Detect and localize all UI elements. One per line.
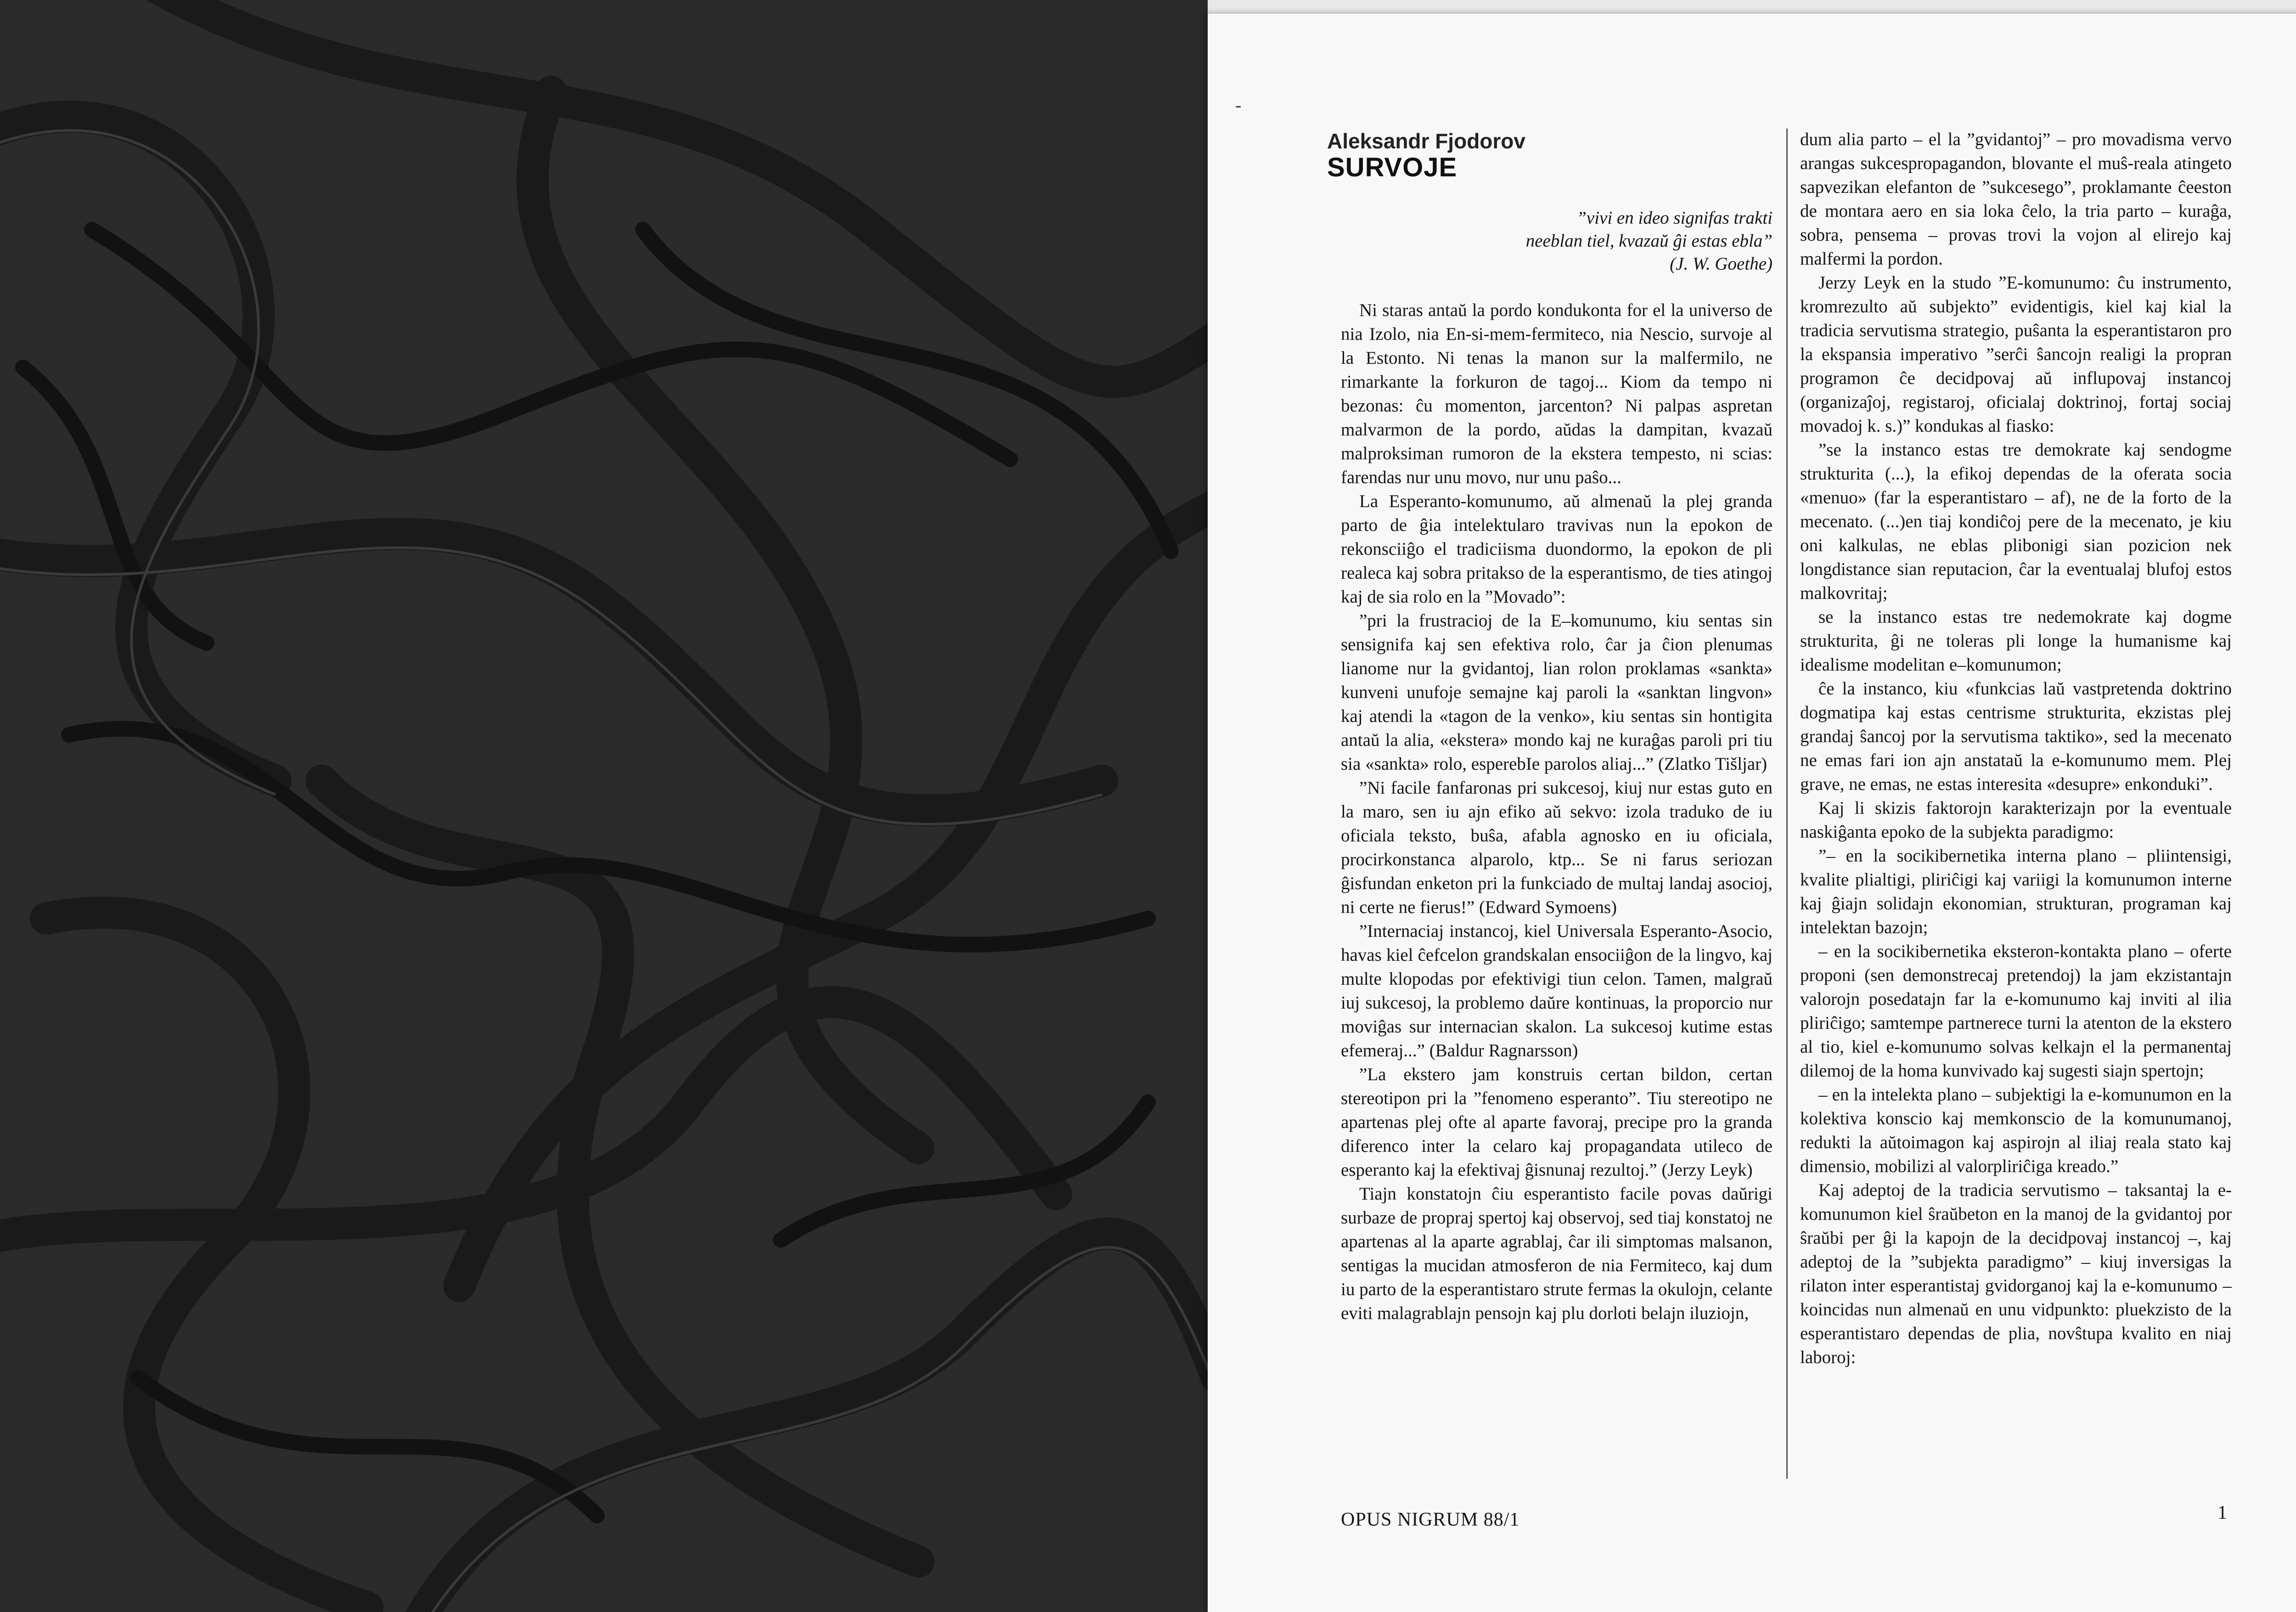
paragraph: Tiajn konstatojn ĉiu esperantisto facile povas daŭrigi surbaze de propraj spertoj kaj observoj, sed tiaj konstatoj ne apartenas al la aparte agrablaj, ĉar ili simptomas malsanon, sentigas la mucidan atmosferon de nia Fermiteco, kaj dum iu parto de la esperantistaro strute fermas la okulojn, celante eviti malagrablajn pensojn kaj plu dorloti belajn iluziojn, bbox=[1341, 1184, 1773, 1323]
quote-paragraph: ”Ni facile fanfaronas pri sukcesoj, kiuj nur estas guto en la maro, sen iu ajn efiko aŭ sekvo: izola traduko de iu oficiala teksto, buŝa, afabla agnosko en iu oficiala, procirkonstanca alparolo, ktp... Se ni farus seriozan ĝisfundan enketon pri la funkciado de multaj landaj asocioj, ni certe ne fierus!” (Edward Symoens) bbox=[1341, 778, 1773, 917]
paragraph: Jerzy Leyk en la studo ”E-komunumo: ĉu instrumento, kromrezulto aŭ subjekto” evidentigis, kiel kaj kial la tradicia servutisma strategio, puŝanta la esperantistaron pro la ekspansia imperativo ”serĉi ŝancojn realigi la propran programon ĉe decidpovaj aŭ influpovaj instancoj (organizaĵoj, registaroj, oficialaj doktrinoj, fortaj sociaj movadoj k. s.)” kondukas al fiasko: bbox=[1800, 273, 2232, 436]
swirl-path bbox=[138, 0, 1208, 382]
epigraph bbox=[1341, 207, 1773, 276]
quote-paragraph: – en la intelekta plano – subjektigi la e-komunumon en la kolektiva konscio kaj memkonscio de la komunumanoj, redukti la aŭtoimagon kaj aspirojn al iliaj reala stato kaj dimensio, mobilizi al valorpliriĉiga kreado.” bbox=[1800, 1085, 2232, 1176]
quote-paragraph: ”La ekstero jam konstruis certan bildon, certan stereotipon pri la ”fenomeno esperanto”. Tiu stereotipo ne apartenas plej ofte al aparte favoraj, precipe pro la granda diferenco inter la celaro kaj propagandata utileco de esperanto kaj la efektivaj ĝisnunaj rezultoj.” (Jerzy Leyk) bbox=[1341, 1065, 1773, 1180]
quote-paragraph: – en la socikibernetika eksteron-kontakta plano – oferte proponi (sen demonstrecaj pretendoj) la jam ekzistantajn valorojn posedatajn far la e-komunumo kaj inviti al ilia pliriĉigo; samtempe partnerece turni la atenton de la ekstero al tio, kiel e-komunumo solvas kelkajn el la permanentaj dilemoj de la homa kunvivado kaj sugesti siajn spertojn; bbox=[1800, 941, 2232, 1081]
paragraph: Kaj li skizis faktorojn karakterizajn por la eventuale naskiĝanta epoko de la subjekta paradigmo: bbox=[1800, 798, 2232, 842]
epigraph-line: ”vivi en ideo signifas trakti bbox=[1576, 208, 1773, 228]
article-page bbox=[1208, 14, 2296, 1612]
paragraph: Ni staras antaŭ la pordo kondukonta for el la universo de nia Izolo, nia En-si-mem-fermiteco, nia Nescio, survoje al la Estonto. Ni tenas la manon sur la malfermilo, ne rimarkante la forkuron de tagoj... Kiom da tempo ni bezonas: ĉu momenton, jarcenton? Ni palpas aspretan malvarmon de la pordo, aŭdas la dampitan, kvazaŭ malproksiman rumoron de la ekstera tempesto, ni scias: farendas nur unu movo, nur unu paŝo... bbox=[1341, 300, 1773, 487]
quote-paragraph: ”– en la socikibernetika interna plano – pliintensigi, kvalite plialtigi, pliriĉigi kaj variigi la komunumon interne kaj ĝiajn solidajn ekonomian, strukturan, programan kaj intelektan bazojn; bbox=[1800, 846, 2232, 937]
epigraph-line: neeblan tiel, kvazaŭ ĝi estas ebla” bbox=[1525, 231, 1773, 251]
swirl-path bbox=[0, 534, 1102, 811]
article-header bbox=[1327, 129, 1786, 182]
epigraph-source: (J. W. Goethe) bbox=[1670, 254, 1773, 274]
quote-paragraph: se la instanco estas tre nedemokrate kaj dogme strukturita, ĝi ne toleras pli longe la humanisme kaj idealisme modelitan e–komunumon; bbox=[1800, 607, 2232, 675]
column-divider bbox=[1786, 129, 1788, 1479]
quote-paragraph: ”se la instanco estas tre demokrate kaj sendogme strukturita (...), la efikoj dependas de la oferata socia «menuo» (far la esperantistaro – af), ne de la forto de la mecenato. (...)en tiaj kondiĉoj pere de la mecenato, je kiu oni kalkulas, ne eblas plibonigi sian pozicion nek longdistance sian reputacion, ĉar la eventualaj blufoj estos malkovritaj; bbox=[1800, 440, 2232, 603]
quote-paragraph: ”Internaciaj instancoj, kiel Universala Esperanto-Asocio, havas kiel ĉefcelon grandskalan ensociiĝon de la lingvo, kaj multe klopodas por efektivigi tiun celon. Tamen, malgraŭ iuj sukcesoj, la problemo daŭre kontinuas, la proporcio nur moviĝas sur internacian skalon. La sukcesoj kutime estas efemeraj...” (Baldur Ragnarsson) bbox=[1341, 921, 1773, 1060]
quote-paragraph: ĉe la instanco, kiu «funkcias laŭ vastpretenda doktrino dogmatipa kaj estas centrisme strukturita, ekzistas plej grandaj ŝancoj por la servutisma taktiko», sed la mecenato ne emas fari ion ajn anstataŭ la e-komunumo mem. Plej grave, ne emas, ne estas interesita «desupre» enkonduki”. bbox=[1800, 679, 2232, 794]
right-column bbox=[1800, 128, 2232, 1370]
article-author: Aleksandr Fjodorov bbox=[1327, 129, 1525, 153]
left-column bbox=[1341, 299, 1773, 1325]
swirl-path bbox=[46, 913, 367, 1607]
margin-mark: - bbox=[1235, 95, 1242, 115]
page-number: 1 bbox=[2217, 1502, 2227, 1523]
article-title: SURVOJE bbox=[1327, 152, 1458, 182]
quote-paragraph: ”pri la frustracioj de la E–komunumo, kiu sentas sin sensignifa kaj sen efektiva rolo, ĉar ja ĉion plenumas lianome nur la gvidantoj, lian rolon proklamas «sankta» kunveni unufoje semajne kaj paroli la «sanktan lingvon» kaj atendi la «tagon de la venko», kiu sentas sin hontigita antaŭ la alia, «ekstera» mondo kaj ne kuraĝas paroli pri tiu sia «sankta» rolo, esperebIe parolos aliaj...” (Zlatko Tišljar) bbox=[1341, 611, 1773, 774]
swirl-highlight bbox=[413, 1247, 1208, 1612]
journal-footer: OPUS NIGRUM 88/1 bbox=[1341, 1509, 1520, 1530]
paragraph: La Esperanto-komunumo, aŭ almenaŭ la plej granda parto de ĝia intelektularo travivas nun la epokon de rekonsciiĝo el tradiciisma duondormo, la epokon de pli realeca kaj sobra pritakso de la esperantismo, de ties atingoj kaj de sia rolo en la ”Movado”: bbox=[1341, 491, 1773, 607]
paragraph: Kaj adeptoj de la tradicia servutismo – taksantaj la e-komunumon kiel ŝraŭbeton en la manoj de la gvidantoj por ŝraŭbi per ĝi la kapojn de la decidpovaj instancoj –, kaj adeptoj de la ”subjekta paradigmo” – kiuj inversigas la rilaton inter esperantistaj gvidorganoj kaj la e-komunumo – koincidas nun almenaŭ en unu vidpunkto: pluekzisto de la esperantistaro dependas de plia, novŝtupa kvalito en niaj laboroj: bbox=[1800, 1180, 2232, 1367]
paragraph: dum alia parto – el la ”gvidantoj” – pro movadisma vervo arangas sukcespropagandon, blovante el muŝ-reala atingeto sapvezikan elefanton de ”sukcesego”, proklamante ĉeeston de montara aero en sia loka ĉelo, la tria parto – kuraĝa, sobra, pensema – provas trovi la vojon al elirejo kaj malfermi la pordon. bbox=[1800, 130, 2232, 269]
